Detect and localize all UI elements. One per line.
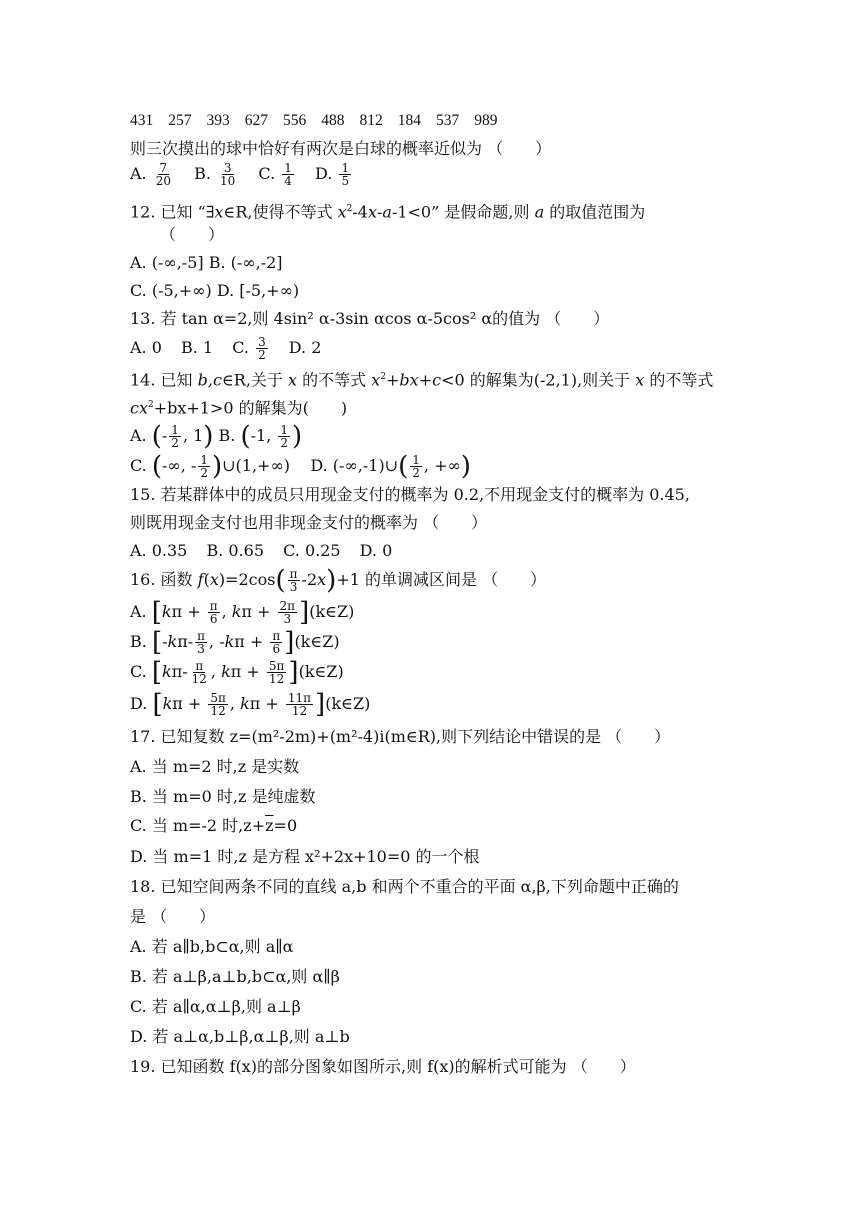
q14-option-d: D. (-∞,-1)∪( $\frac{1}{2}$ , +∞) — [310, 451, 471, 482]
q19-stem: 19. 已知函数 f(x)的部分图象如图所示,则 f(x)的解析式可能为 （ ） — [130, 1057, 636, 1076]
q12-option-c: C. (-5,+∞) — [130, 281, 212, 300]
q13-option-c: C. $\frac{3}{2}$ — [232, 335, 266, 362]
random-number: 393 — [206, 112, 230, 129]
q12-stem: 12. 已知 “∃x∈R,使得不等式 $x^2-4x-a-1<0$” 是假命题,则 a 的取值范围为 — [130, 202, 646, 222]
q17-option-a: A. 当 m=2 时,z 是实数 — [130, 757, 300, 776]
q16-option-c: C. [kπ- $\frac{\pi}{12}$ , kπ + $\frac{5\pi}{12}$ ](k∈Z) — [130, 657, 344, 688]
q17-option-c: C. 当 m=-2 时$,z+\overline{z}=0$ — [130, 816, 298, 835]
q15-stem-line1: 15. 若某群体中的成员只用现金支付的概率为 0.2,不用现金支付的概率为 0.45, — [130, 485, 690, 504]
q11-option-a: A. $\frac{7}{20}$ — [130, 161, 172, 188]
q17-option-b: B. 当 m=0 时,z 是纯虚数 — [130, 787, 316, 806]
q14-stem-line2: $cx^2+bx+1>0$ 的解集为( ) — [130, 398, 348, 418]
random-number: 257 — [168, 112, 192, 129]
q15-option-c: C. 0.25 — [283, 541, 341, 560]
q12-options-ab — [130, 252, 283, 274]
q14-option-b: B. (-1, $\frac{1}{2}$ ) — [218, 421, 303, 452]
q18-option-d: D. 若 a⊥α,b⊥β,α⊥β,则 a⊥b — [130, 1027, 350, 1046]
q12-blank: （ ） — [160, 225, 225, 244]
q15-option-a: A. 0.35 — [130, 541, 188, 560]
q16-stem: 16. 函数 f(x)=2cos( $\frac{\pi}{3}$ -2x)+1 的单调减区间是 （ ） — [130, 565, 547, 596]
q15-option-b: B. 0.65 — [206, 541, 265, 560]
random-number: 812 — [359, 112, 383, 129]
q15-option-d: D. 0 — [359, 541, 393, 560]
q13-option-d: D. 2 — [288, 338, 322, 357]
q13-option-a: A. 0 — [130, 338, 162, 357]
q14-options-cd — [130, 451, 471, 482]
q14-options-ab — [130, 421, 303, 452]
q12-option-d: D. [-5,+∞) — [216, 281, 300, 300]
q13-options — [130, 336, 335, 361]
q16-option-d: D. [kπ + $\frac{5\pi}{12}$ , kπ + $\frac{11\pi}{12}$ ](k∈Z) — [130, 689, 371, 720]
q17-option-d: D. 当 m=1 时,z 是方程 x²+2x+10=0 的一个根 — [130, 847, 480, 866]
random-number: 184 — [397, 112, 421, 129]
q18-option-c: C. 若 a∥α,α⊥β,则 a⊥β — [130, 997, 301, 1016]
q13-option-b: B. 1 — [181, 338, 214, 357]
q13-stem: 13. 若 tan α=2,则 4sin² α-3sin αcos α-5cos² α的值为 （ ） — [130, 309, 610, 328]
q11-option-d: D. $\frac{1}{5}$ — [315, 161, 350, 188]
q11-stem: 则三次摸出的球中恰好有两次是白球的概率近似为 （ ） — [130, 139, 552, 158]
q12-option-a: A. (-∞,-5] — [130, 253, 204, 272]
q18-stem-line2: 是 （ ） — [130, 907, 216, 926]
q16-option-a: A. [kπ + $\frac{\pi}{6}$ , kπ + $\frac{2\pi}{3}$ ](k∈Z) — [130, 597, 355, 628]
random-number: 537 — [436, 112, 460, 129]
random-number: 627 — [244, 112, 268, 129]
q11-options — [130, 162, 367, 187]
random-number: 488 — [321, 112, 345, 129]
q18-stem-line1: 18. 已知空间两条不同的直线 a,b 和两个不重合的平面 α,β,下列命题中正确的 — [130, 877, 679, 896]
q17-stem: 17. 已知复数 z=(m²-2m)+(m²-4)i(m∈R),则下列结论中错误的是 （ ） — [130, 727, 671, 746]
q18-option-a: A. 若 a∥b,b⊂α,则 a∥α — [130, 937, 294, 956]
q12-option-b: B. (-∞,-2] — [208, 253, 283, 272]
q14-option-a: A. (- $\frac{1}{2}$ , 1) — [130, 421, 214, 452]
q12-options-cd — [130, 280, 299, 302]
random-number: 989 — [474, 112, 498, 129]
q16-option-b: B. [-kπ- $\frac{\pi}{3}$ , -kπ + $\frac{\pi}{6}$ ](k∈Z) — [130, 627, 340, 658]
q11-option-c: C. $\frac{1}{4}$ — [258, 161, 292, 188]
q14-option-c: C. (-∞, - $\frac{1}{2}$ )∪(1,+∞) — [130, 451, 291, 482]
q14-stem-line1: 14. 已知 b,c∈R,关于 x 的不等式 $x^2+bx+c<0$ 的解集为(-2,1),则关于 x 的不等式 — [130, 370, 714, 390]
q18-option-b: B. 若 a⊥β,a⊥b,b⊂α,则 α∥β — [130, 967, 340, 986]
random-number: 431 — [130, 112, 154, 129]
q15-stem-line2: 则既用现金支付也用非现金支付的概率为 （ ） — [130, 513, 488, 532]
random-number: 556 — [283, 112, 307, 129]
random-number-row — [130, 110, 513, 132]
q11-option-b: B. $\frac{3}{10}$ — [194, 161, 236, 188]
q15-options — [130, 540, 406, 562]
